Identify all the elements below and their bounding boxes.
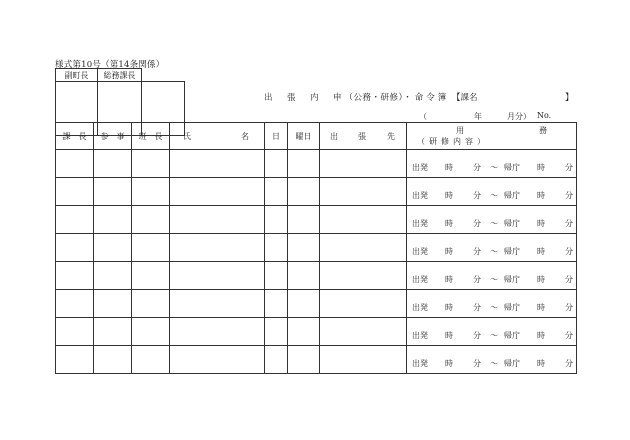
cell-team-leader[interactable] bbox=[132, 206, 170, 234]
cell-trip-time[interactable] bbox=[407, 346, 577, 374]
cell-counselor[interactable] bbox=[94, 346, 132, 374]
cell-team-leader[interactable] bbox=[132, 150, 170, 178]
table-row bbox=[56, 234, 577, 262]
cell-destination[interactable] bbox=[320, 150, 407, 178]
cell-name[interactable] bbox=[170, 206, 265, 234]
trip-label-return: 帰庁 bbox=[504, 359, 520, 368]
trip-label-tilde: ～ bbox=[490, 331, 498, 340]
trip-label-hour2: 時 bbox=[537, 303, 545, 312]
table-row bbox=[56, 178, 577, 206]
cell-destination[interactable] bbox=[320, 234, 407, 262]
trip-label-hour2: 時 bbox=[537, 331, 545, 340]
cell-team-leader[interactable] bbox=[132, 346, 170, 374]
trip-label-depart: 出発 bbox=[412, 275, 428, 284]
trip-label-min1: 分 bbox=[473, 359, 481, 368]
cell-weekday[interactable] bbox=[288, 150, 320, 178]
trip-label-depart: 出発 bbox=[412, 247, 428, 256]
cell-team-leader[interactable] bbox=[132, 290, 170, 318]
cell-destination[interactable] bbox=[320, 206, 407, 234]
table-row bbox=[56, 318, 577, 346]
trip-label-hour2: 時 bbox=[537, 247, 545, 256]
col-day: 日 bbox=[265, 123, 288, 150]
cell-trip-time[interactable] bbox=[407, 262, 577, 290]
cell-section-chief[interactable] bbox=[56, 206, 94, 234]
general-affairs-chief-header: 総務課長 bbox=[98, 69, 142, 82]
trip-label-min1: 分 bbox=[473, 247, 481, 256]
deputy-mayor-header: 副町長 bbox=[56, 69, 98, 82]
cell-team-leader[interactable] bbox=[132, 178, 170, 206]
form-title: 出 張 内 申（公務・研修）・命令簿 bbox=[264, 93, 450, 103]
cell-destination[interactable] bbox=[320, 318, 407, 346]
trip-label-hour2: 時 bbox=[537, 219, 545, 228]
cell-section-chief[interactable] bbox=[56, 150, 94, 178]
cell-weekday[interactable] bbox=[288, 318, 320, 346]
trip-label-tilde: ～ bbox=[490, 219, 498, 228]
cell-counselor[interactable] bbox=[94, 234, 132, 262]
number-label: No. bbox=[537, 111, 552, 120]
col-destination: 出 張 先 bbox=[320, 123, 407, 150]
trip-label-hour1: 時 bbox=[445, 191, 453, 200]
table-row bbox=[56, 150, 577, 178]
cell-counselor[interactable] bbox=[94, 178, 132, 206]
cell-name[interactable] bbox=[170, 346, 265, 374]
cell-weekday[interactable] bbox=[288, 234, 320, 262]
cell-counselor[interactable] bbox=[94, 150, 132, 178]
cell-counselor[interactable] bbox=[94, 206, 132, 234]
col-section-chief: 課 長 bbox=[56, 123, 94, 150]
trip-label-min2: 分 bbox=[565, 359, 573, 368]
trip-label-min1: 分 bbox=[473, 163, 481, 172]
cell-section-chief[interactable] bbox=[56, 234, 94, 262]
trip-label-return: 帰庁 bbox=[504, 163, 520, 172]
cell-day[interactable] bbox=[265, 178, 288, 206]
trip-label-hour1: 時 bbox=[445, 331, 453, 340]
cell-team-leader[interactable] bbox=[132, 234, 170, 262]
cell-counselor[interactable] bbox=[94, 290, 132, 318]
trip-label-hour1: 時 bbox=[445, 219, 453, 228]
department-open-label: 【課名 bbox=[452, 93, 478, 103]
trip-label-min2: 分 bbox=[565, 163, 573, 172]
cell-name[interactable] bbox=[170, 262, 265, 290]
cell-trip-time[interactable] bbox=[407, 206, 577, 234]
trip-label-hour2: 時 bbox=[537, 359, 545, 368]
trip-label-min2: 分 bbox=[565, 303, 573, 312]
trip-label-return: 帰庁 bbox=[504, 303, 520, 312]
cell-trip-time[interactable] bbox=[407, 318, 577, 346]
cell-name[interactable] bbox=[170, 150, 265, 178]
cell-section-chief[interactable] bbox=[56, 290, 94, 318]
cell-section-chief[interactable] bbox=[56, 178, 94, 206]
trip-label-min2: 分 bbox=[565, 191, 573, 200]
cell-trip-time[interactable] bbox=[407, 290, 577, 318]
cell-weekday[interactable] bbox=[288, 346, 320, 374]
trip-label-hour1: 時 bbox=[445, 275, 453, 284]
cell-section-chief[interactable] bbox=[56, 346, 94, 374]
trip-label-tilde: ～ bbox=[490, 191, 498, 200]
trip-label-hour1: 時 bbox=[445, 303, 453, 312]
trip-label-hour1: 時 bbox=[445, 359, 453, 368]
trip-label-tilde: ～ bbox=[490, 303, 498, 312]
cell-day[interactable] bbox=[265, 150, 288, 178]
cell-section-chief[interactable] bbox=[56, 318, 94, 346]
trip-label-hour2: 時 bbox=[537, 163, 545, 172]
trip-label-min1: 分 bbox=[473, 275, 481, 284]
trip-label-min1: 分 bbox=[473, 191, 481, 200]
trip-label-hour2: 時 bbox=[537, 275, 545, 284]
cell-weekday[interactable] bbox=[288, 262, 320, 290]
cell-day[interactable] bbox=[265, 262, 288, 290]
cell-day[interactable] bbox=[265, 346, 288, 374]
trip-label-return: 帰庁 bbox=[504, 275, 520, 284]
cell-team-leader[interactable] bbox=[132, 318, 170, 346]
trip-label-hour1: 時 bbox=[445, 247, 453, 256]
trip-label-min2: 分 bbox=[565, 275, 573, 284]
cell-day[interactable] bbox=[265, 290, 288, 318]
cell-day[interactable] bbox=[265, 318, 288, 346]
trip-label-min1: 分 bbox=[473, 303, 481, 312]
cell-section-chief[interactable] bbox=[56, 262, 94, 290]
cell-weekday[interactable] bbox=[288, 178, 320, 206]
cell-trip-time[interactable] bbox=[407, 150, 577, 178]
table-row bbox=[56, 290, 577, 318]
department-close-bracket: 】 bbox=[565, 93, 574, 103]
cell-destination[interactable] bbox=[320, 290, 407, 318]
cell-name[interactable] bbox=[170, 178, 265, 206]
table-row bbox=[56, 262, 577, 290]
cell-name[interactable] bbox=[170, 318, 265, 346]
trip-label-depart: 出発 bbox=[412, 191, 428, 200]
trip-label-min1: 分 bbox=[473, 219, 481, 228]
month-label: 月分） bbox=[507, 112, 531, 121]
trip-label-tilde: ～ bbox=[490, 275, 498, 284]
col-weekday: 曜日 bbox=[288, 123, 320, 150]
trip-label-return: 帰庁 bbox=[504, 191, 520, 200]
trip-label-tilde: ～ bbox=[490, 359, 498, 368]
trip-label-min1: 分 bbox=[473, 331, 481, 340]
col-name: 氏 名 bbox=[170, 123, 265, 150]
col-team-leader: 班 長 bbox=[132, 123, 170, 150]
trip-label-depart: 出発 bbox=[412, 331, 428, 340]
cell-day[interactable] bbox=[265, 234, 288, 262]
trip-label-min2: 分 bbox=[565, 331, 573, 340]
cell-destination[interactable] bbox=[320, 262, 407, 290]
trip-table bbox=[55, 122, 577, 374]
col-purpose: 用 務 （研修内容） bbox=[407, 123, 577, 150]
cell-weekday[interactable] bbox=[288, 290, 320, 318]
trip-label-min2: 分 bbox=[565, 247, 573, 256]
cell-weekday[interactable] bbox=[288, 206, 320, 234]
trip-label-depart: 出発 bbox=[412, 163, 428, 172]
trip-label-return: 帰庁 bbox=[504, 247, 520, 256]
trip-label-tilde: ～ bbox=[490, 163, 498, 172]
trip-label-depart: 出発 bbox=[412, 219, 428, 228]
trip-label-min2: 分 bbox=[565, 219, 573, 228]
trip-label-hour1: 時 bbox=[445, 163, 453, 172]
year-label: 年 bbox=[474, 112, 482, 121]
trip-label-tilde: ～ bbox=[490, 247, 498, 256]
trip-label-return: 帰庁 bbox=[504, 219, 520, 228]
cell-day[interactable] bbox=[265, 206, 288, 234]
cell-counselor[interactable] bbox=[94, 318, 132, 346]
form-number: 様式第10号（第14条関係） bbox=[55, 60, 165, 70]
cell-trip-time[interactable] bbox=[407, 234, 577, 262]
trip-label-depart: 出発 bbox=[412, 303, 428, 312]
col-counselor: 参 事 bbox=[94, 123, 132, 150]
cell-destination[interactable] bbox=[320, 346, 407, 374]
cell-destination[interactable] bbox=[320, 178, 407, 206]
cell-counselor[interactable] bbox=[94, 262, 132, 290]
cell-trip-time[interactable] bbox=[407, 178, 577, 206]
trip-label-hour2: 時 bbox=[537, 191, 545, 200]
table-row bbox=[56, 206, 577, 234]
table-row bbox=[56, 346, 577, 374]
trip-label-depart: 出発 bbox=[412, 359, 428, 368]
cell-name[interactable] bbox=[170, 290, 265, 318]
cell-name[interactable] bbox=[170, 234, 265, 262]
trip-label-return: 帰庁 bbox=[504, 331, 520, 340]
department-field[interactable] bbox=[452, 91, 574, 103]
cell-team-leader[interactable] bbox=[132, 262, 170, 290]
